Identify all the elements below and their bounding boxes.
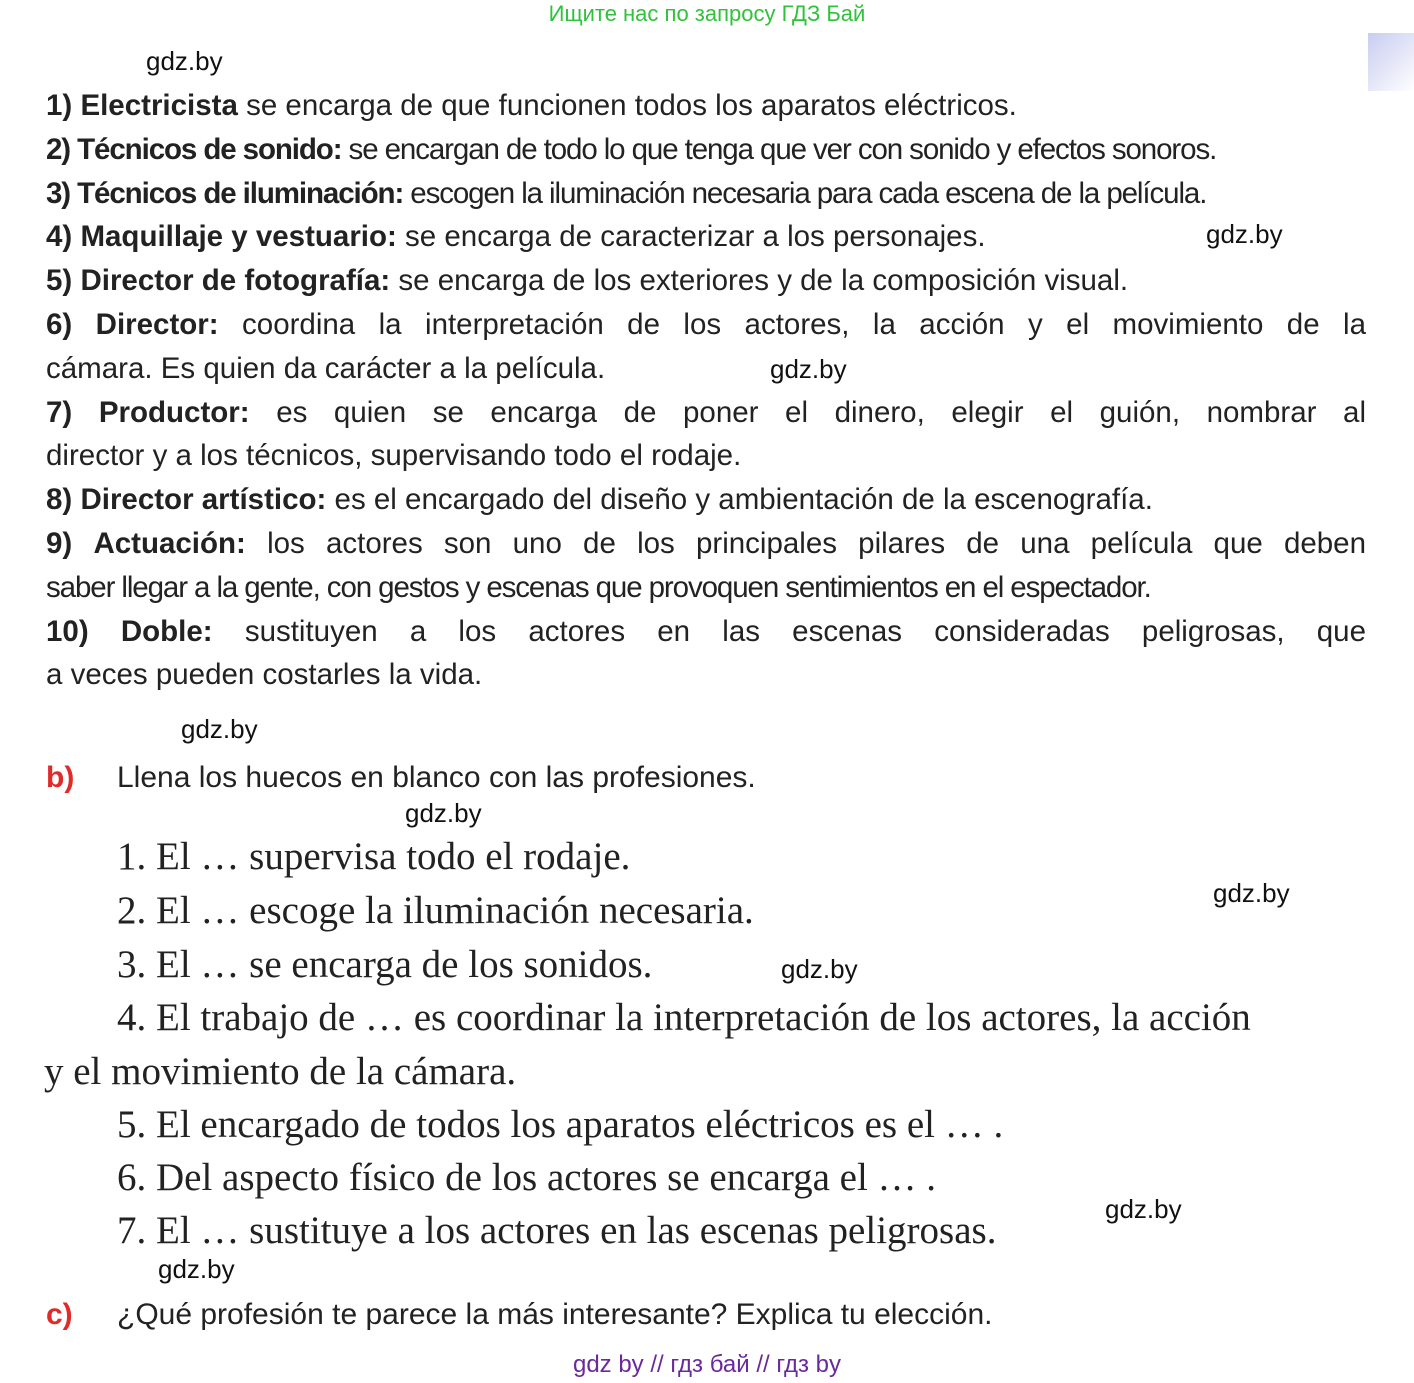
role-title: Director artístico: [80,483,327,517]
role-number: 5) [46,264,73,298]
role-title: Maquillaje y vestuario: [80,220,397,254]
role-description: los actores son uno de los principales pilares de una película que deben [245,526,1366,560]
task-b-label: b) [46,761,75,794]
watermark: gdz.by [1206,219,1283,249]
role-description: escogen la iluminación necesaria para cada escena de la película. [403,176,1207,210]
role-number: 8) [46,483,73,517]
roles-list [46,84,1366,697]
role-description: se encarga de que funcionen todos los aparatos eléctricos. [237,89,1017,122]
exercise-item: 5. El encargado de todos los aparatos eléctricos es el … . [117,1103,1004,1146]
role-description: sustituyen a los actores en las escenas consideradas peligrosas, que [212,614,1366,648]
watermark: gdz.by [770,354,847,384]
role-item [46,259,1366,303]
role-description: coordina la interpretación de los actores, la acción y el movimiento de la [218,307,1367,341]
role-number: 1) [46,89,73,122]
role-title: Electricista [80,89,238,122]
role-item [46,610,1366,654]
role-description-cont: cámara. Es quien da carácter a la película. [46,351,606,385]
role-description-cont: a veces pueden costarles la vida. [46,658,483,692]
watermark: gdz.by [158,1254,235,1284]
role-title: Técnicos de sonido: [77,132,342,166]
role-title: Productor: [98,395,250,429]
role-description: se encarga de los exteriores y de la composición visual. [390,264,1129,298]
role-title: Técnicos de iluminación: [77,176,404,210]
exercise-item: 4. El trabajo de … es coordinar la interpretación de los actores, la acción [117,996,1251,1039]
role-description: se encargan de todo lo que tenga que ver con sonido y efectos sonoros. [341,132,1217,166]
exercise-item: 6. Del aspecto físico de los actores se encarga el … . [117,1156,937,1199]
task-b-instruction: Llena los huecos en blanco con las profesiones. [117,761,756,794]
role-item [46,172,1366,216]
role-description: se encarga de caracterizar a los personajes. [396,220,986,254]
watermark: gdz.by [146,46,223,76]
role-item [46,128,1366,172]
task-c-label: c) [46,1298,73,1331]
corner-tab [1368,33,1414,91]
role-item [46,215,1366,259]
footer-links: gdz by // гдз бай // гдз by [572,1351,842,1378]
role-description: es el encargado del diseño y ambientación de la escenografía. [326,483,1153,517]
role-item [46,84,1366,128]
watermark: gdz.by [181,714,258,744]
exercise-item-cont: y el movimiento de la cámara. [44,1050,517,1093]
role-number: 9) [46,526,73,560]
role-item [46,522,1366,566]
role-description-cont: saber llegar a la gente, con gestos y escenas que provoquen sentimientos en el espectador. [46,570,1151,604]
role-number: 6) [46,307,73,341]
role-number: 10) [46,614,89,648]
exercise-item: 2. El … escoge la iluminación necesaria. [117,889,754,932]
role-item [46,303,1366,347]
role-number: 3) [46,176,71,210]
watermark: gdz.by [405,798,482,828]
role-number: 4) [46,220,73,254]
watermark: gdz.by [781,954,858,984]
role-description: es quien se encarga de poner el dinero, elegir el guión, nombrar al [249,395,1366,429]
role-description-cont: director y a los técnicos, supervisando todo el rodaje. [46,439,742,473]
watermark: gdz.by [1213,878,1290,908]
role-title: Director de fotografía: [80,264,391,298]
exercise-item: 1. El … supervisa todo el rodaje. [117,835,631,878]
task-c-question: ¿Qué profesión te parece la más interesante? Explica tu elección. [117,1298,993,1331]
role-title: Doble: [120,614,213,648]
exercise-item: 3. El … se encarga de los sonidos. [117,943,653,986]
role-item [46,391,1366,435]
top-banner: Ищите нас по запросу ГДЗ Бай [548,1,866,26]
role-item [46,478,1366,522]
role-title: Actuación: [93,526,246,560]
exercise-item: 7. El … sustituye a los actores en las escenas peligrosas. [117,1209,997,1252]
watermark: gdz.by [1105,1194,1182,1224]
role-number: 2) [46,132,71,166]
role-title: Director: [95,307,219,341]
role-number: 7) [46,395,73,429]
